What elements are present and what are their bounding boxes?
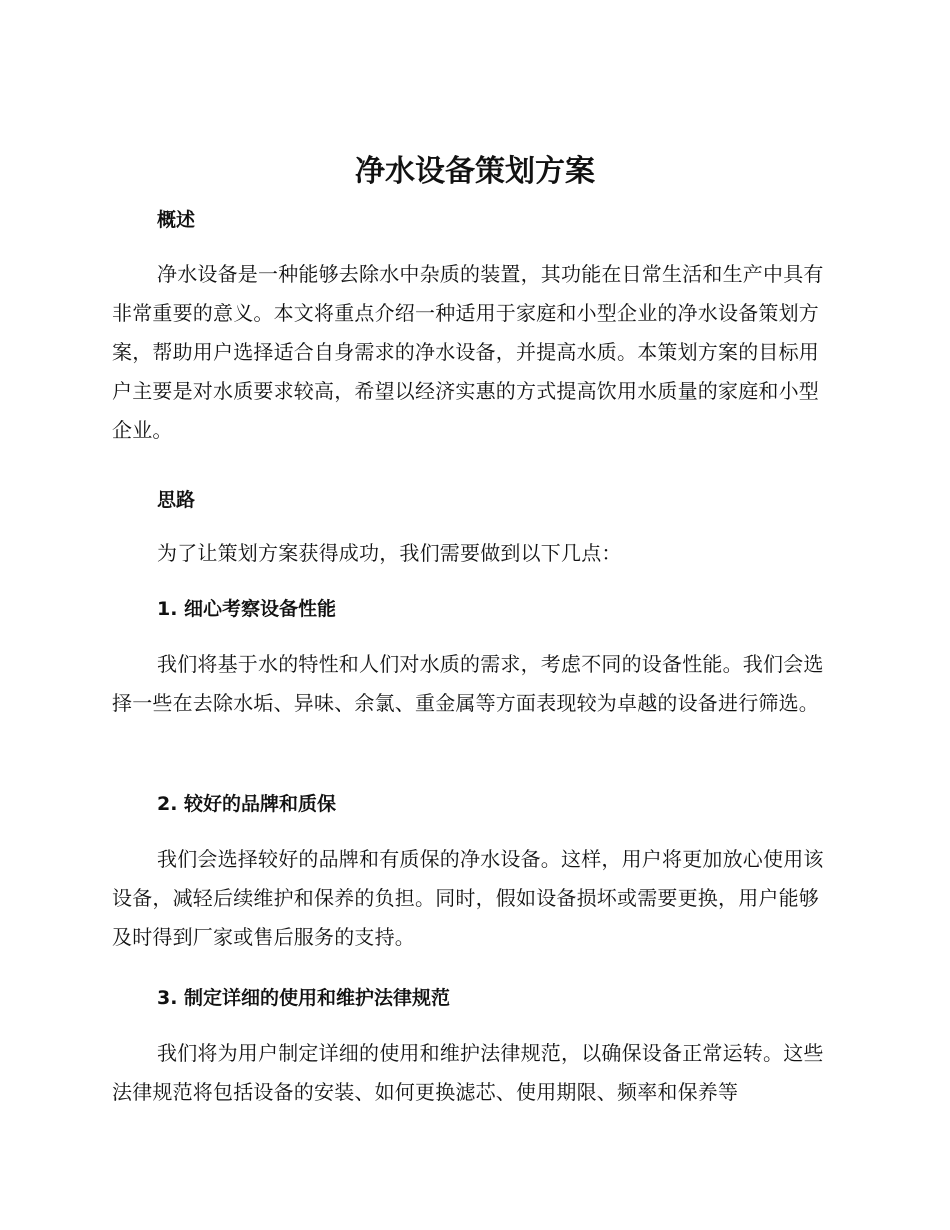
section-heading-point-2: 2. 较好的品牌和质保 <box>157 793 337 815</box>
paragraph-overview: 净水设备是一种能够去除水中杂质的装置，其功能在日常生活和生产中具有非常重要的意义。本文将重点介绍一种适用于家庭和小型企业的净水设备策划方案，帮助用户选择适合自身需求的净水设备，并提高水质。本策划方案的目标用户主要是对水质要求较高，希望以经济实惠的方式提高饮用水质量的家庭和小型企业。 <box>112 262 824 442</box>
section-heading-point-3: 3. 制定详细的使用和维护法律规范 <box>157 987 451 1009</box>
section-heading-point-1: 1. 细心考察设备性能 <box>157 598 337 620</box>
paragraph-approach-intro: 为了让策划方案获得成功，我们需要做到以下几点： <box>157 541 622 565</box>
section-heading-overview: 概述 <box>157 209 196 231</box>
paragraph-point-3: 我们将为用户制定详细的使用和维护法律规范，以确保设备正常运转。这些法律规范将包括设备的安装、如何更换滤芯、使用期限、频率和保养等 <box>112 1041 824 1104</box>
paragraph-point-2: 我们会选择较好的品牌和有质保的净水设备。这样，用户将更加放心使用该设备，减轻后续维护和保养的负担。同时，假如设备损坏或需要更换，用户能够及时得到厂家或售后服务的支持。 <box>112 847 824 949</box>
paragraph-point-1: 我们将基于水的特性和人们对水质的需求，考虑不同的设备性能。我们会选择一些在去除水垢、异味、余氯、重金属等方面表现较为卓越的设备进行筛选。 <box>112 652 824 715</box>
section-heading-approach: 思路 <box>157 489 196 511</box>
document-title: 净水设备策划方案 <box>355 154 595 189</box>
